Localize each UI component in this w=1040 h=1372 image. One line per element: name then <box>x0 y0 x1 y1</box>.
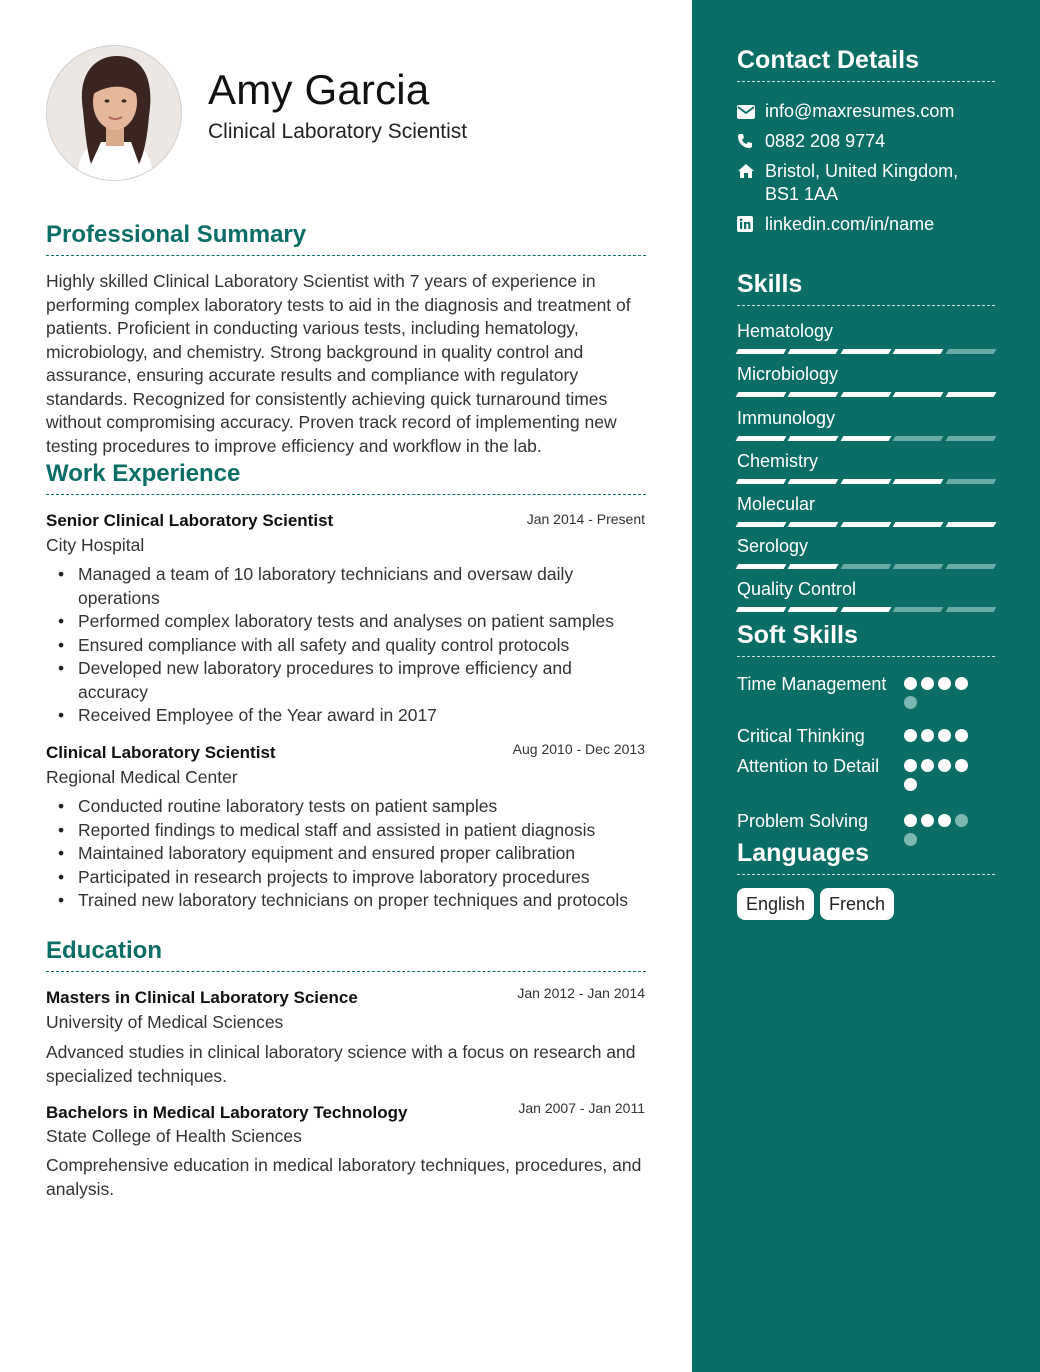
list-item: • Managed a team of 10 laboratory technicians and oversaw daily operations <box>46 563 646 610</box>
job-date: Jan 2014 - Present <box>526 511 645 527</box>
rating-dot <box>955 814 968 827</box>
rating-dot <box>921 677 934 690</box>
skill-level-segment <box>840 479 891 484</box>
skill-level-segment <box>945 522 996 527</box>
job-organization: Regional Medical Center <box>46 767 238 787</box>
soft-skill-rating <box>904 677 984 709</box>
skill-level-segment <box>893 607 944 612</box>
skill-level-bar <box>737 349 995 355</box>
contact-email[interactable] <box>737 100 997 125</box>
envelope-icon <box>737 100 765 125</box>
skill-level-segment <box>945 607 996 612</box>
skill-level-segment <box>945 392 996 397</box>
job-organization: City Hospital <box>46 535 145 555</box>
skill-level-segment <box>736 564 787 569</box>
language-badge: French <box>820 888 894 920</box>
skill-level-segment <box>893 479 944 484</box>
degree-title: Masters in Clinical Laboratory Science <box>46 988 358 1007</box>
school-name: University of Medical Sciences <box>46 1012 284 1032</box>
list-item: • Maintained laboratory equipment and ensured proper calibration <box>46 842 646 866</box>
skill-level-segment <box>788 607 839 612</box>
degree-title: Bachelors in Medical Laboratory Technology <box>46 1103 408 1122</box>
skill-level-segment <box>736 392 787 397</box>
skill-level-segment <box>893 349 944 354</box>
skill-level-bar <box>737 392 995 398</box>
summary-text: Highly skilled Clinical Laboratory Scientist with 7 years of experience in performing complex laboratory tests to aid in the diagnosis and treatment of patients. Proficient in conducting various tests, including hematology, microbiology, and chemistry. Strong background in quality control and assurance, ensuring accurate results and compliance with regulatory standards. Recognized for consistently achieving quick turnaround times without compromising accuracy. Proven track record of implementing new testing procedures to improve efficiency and workflow in the lab. <box>46 271 631 456</box>
soft-skill-name: Critical Thinking <box>737 726 865 746</box>
skill-level-segment <box>945 349 996 354</box>
job-title: Clinical Laboratory Scientist <box>46 743 276 762</box>
skill-level-segment <box>736 479 787 484</box>
rating-dot <box>938 729 951 742</box>
skill-level-segment <box>840 436 891 441</box>
skill-level-segment <box>736 522 787 527</box>
rating-dot <box>955 729 968 742</box>
skill-level-segment <box>788 436 839 441</box>
contact-phone[interactable] <box>737 130 997 155</box>
rating-dot <box>921 729 934 742</box>
phone-icon <box>737 130 765 155</box>
address-text: Bristol, United Kingdom, BS1 1AA <box>765 161 959 204</box>
skill-level-segment <box>945 436 996 441</box>
skill-level-segment <box>788 392 839 397</box>
rating-dot <box>938 814 951 827</box>
sidebar <box>692 0 1040 1372</box>
job-bullets <box>46 563 646 728</box>
list-item: • Performed complex laboratory tests and analyses on patient samples <box>46 610 646 634</box>
skill-level-segment <box>736 349 787 354</box>
skill-name: Quality Control <box>737 579 857 599</box>
skill-level-segment <box>893 564 944 569</box>
language-badge: English <box>737 888 814 920</box>
rating-dot <box>904 729 917 742</box>
skill-name: Serology <box>737 536 809 556</box>
rating-dot <box>904 759 917 772</box>
skill-level-bar <box>737 522 995 528</box>
skill-level-segment <box>840 349 891 354</box>
job-date: Aug 2010 - Dec 2013 <box>512 741 645 757</box>
rating-dot <box>904 677 917 690</box>
summary-heading: Professional Summary <box>46 221 646 256</box>
skill-name: Microbiology <box>737 364 839 384</box>
email-text: info@maxresumes.com <box>765 101 955 121</box>
skill-level-segment <box>788 349 839 354</box>
education-heading: Education <box>46 937 646 972</box>
home-icon <box>737 160 765 206</box>
skill-level-segment <box>788 564 839 569</box>
skill-level-segment <box>736 607 787 612</box>
linkedin-icon <box>737 213 765 238</box>
contact-heading: Contact Details <box>737 46 995 82</box>
skill-name: Molecular <box>737 494 816 514</box>
soft-skill-rating <box>904 729 984 742</box>
contact-address <box>737 160 997 206</box>
soft-skill-name: Time Management <box>737 674 887 694</box>
list-item: • Received Employee of the Year award in 2017 <box>46 704 646 728</box>
skill-level-segment <box>840 564 891 569</box>
degree-description: Comprehensive education in medical laboratory techniques, procedures, and analysis. <box>46 1155 642 1199</box>
degree-date: Jan 2012 - Jan 2014 <box>517 985 645 1001</box>
job-title: Senior Clinical Laboratory Scientist <box>46 511 334 530</box>
skill-level-segment <box>840 607 891 612</box>
list-item: • Reported findings to medical staff and assisted in patient diagnosis <box>46 819 646 843</box>
list-item: • Trained new laboratory technicians on proper techniques and protocols <box>46 889 646 913</box>
skill-level-segment <box>893 436 944 441</box>
contact-linkedin[interactable] <box>737 213 997 238</box>
soft-skills-heading: Soft Skills <box>737 621 995 657</box>
skill-level-segment <box>840 392 891 397</box>
profile-photo <box>46 45 182 181</box>
skill-level-bar <box>737 436 995 442</box>
languages-heading: Languages <box>737 839 995 875</box>
skill-level-segment <box>788 522 839 527</box>
phone-text: 0882 208 9774 <box>765 131 886 151</box>
skill-level-segment <box>945 564 996 569</box>
list-item: • Developed new laboratory procedures to improve efficiency and accuracy <box>46 657 646 704</box>
skill-name: Hematology <box>737 321 834 341</box>
candidate-role: Clinical Laboratory Scientist <box>208 120 468 143</box>
skill-level-segment <box>840 522 891 527</box>
job-bullets <box>46 795 646 913</box>
rating-dot <box>938 677 951 690</box>
skill-level-segment <box>788 479 839 484</box>
skill-level-segment <box>736 436 787 441</box>
degree-date: Jan 2007 - Jan 2011 <box>518 1100 645 1116</box>
skill-level-bar <box>737 479 995 485</box>
rating-dot <box>904 814 917 827</box>
degree-description: Advanced studies in clinical laboratory science with a focus on research and specialized techniques. <box>46 1042 636 1086</box>
rating-dot <box>904 778 917 791</box>
candidate-name: Amy Garcia <box>208 66 430 113</box>
rating-dot <box>904 696 917 709</box>
skill-level-segment <box>945 479 996 484</box>
school-name: State College of Health Sciences <box>46 1126 302 1146</box>
linkedin-text: linkedin.com/in/name <box>765 214 935 234</box>
skill-level-bar <box>737 607 995 613</box>
list-item: • Conducted routine laboratory tests on patient samples <box>46 795 646 819</box>
skill-name: Chemistry <box>737 451 819 471</box>
experience-heading: Work Experience <box>46 460 646 495</box>
soft-skill-rating <box>904 759 984 791</box>
skill-level-segment <box>893 522 944 527</box>
rating-dot <box>955 759 968 772</box>
skills-heading: Skills <box>737 270 995 306</box>
rating-dot <box>938 759 951 772</box>
soft-skill-name: Problem Solving <box>737 811 869 831</box>
list-item: • Ensured compliance with all safety and quality control protocols <box>46 634 646 658</box>
rating-dot <box>921 814 934 827</box>
rating-dot <box>921 759 934 772</box>
list-item: • Participated in research projects to improve laboratory procedures <box>46 866 646 890</box>
skill-name: Immunology <box>737 408 836 428</box>
skill-level-segment <box>893 392 944 397</box>
skill-level-bar <box>737 564 995 570</box>
rating-dot <box>955 677 968 690</box>
soft-skill-name: Attention to Detail <box>737 756 880 776</box>
